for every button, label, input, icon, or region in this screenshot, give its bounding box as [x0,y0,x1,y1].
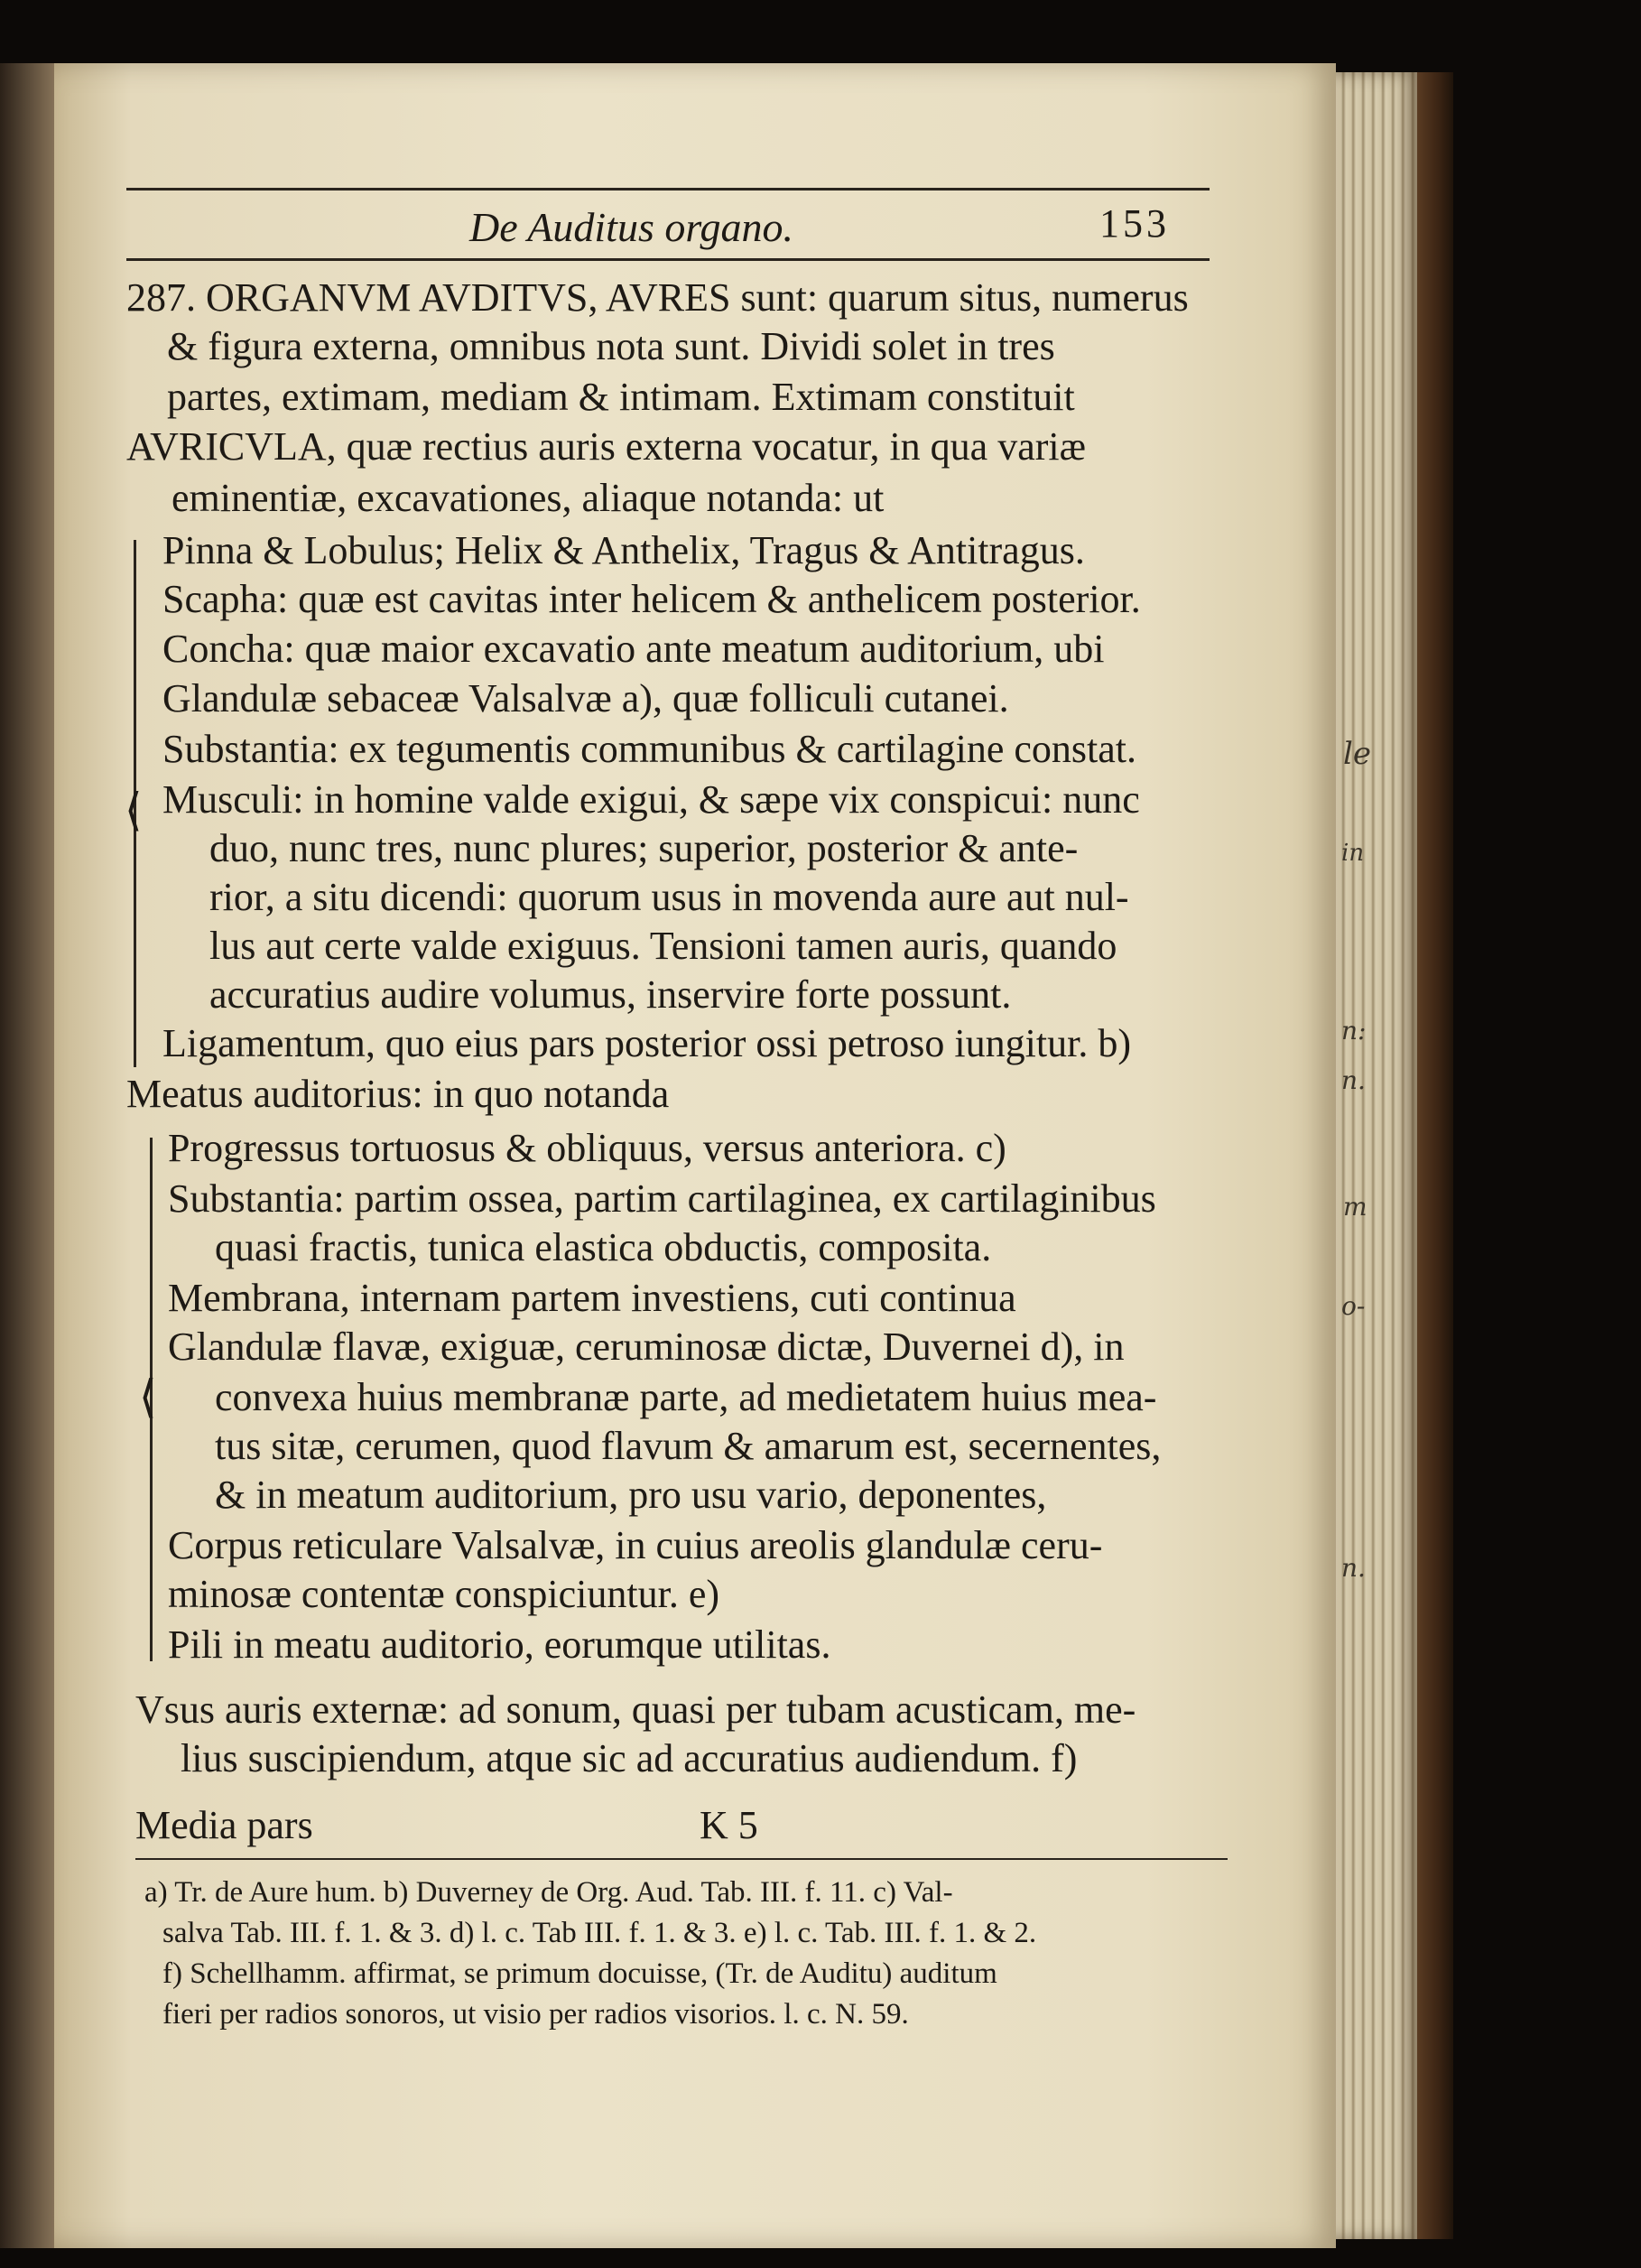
footnote-line: a) Tr. de Aure hum. b) Duverney de Org. Aud. Tab. III. f. 11. c) Val- [144,1876,953,1909]
auricula-item: Glandulæ sebaceæ Valsalvæ a), quæ folliculi cutanei. [162,676,1009,720]
auricula-item: Scapha: quæ est cavitas inter helicem & anthelicem posterior. [162,577,1141,621]
body-line: AVRICVLA, quæ rectius auris externa vocatur, in qua variæ [126,424,1086,469]
footnote-line: salva Tab. III. f. 1. & 3. d) l. c. Tab III. f. 1. & 3. e) l. c. Tab. III. f. 1. & 2. [162,1917,1037,1949]
margin-note: n: [1341,1016,1367,1046]
meatus-item: minosæ contentæ conspiciuntur. e) [168,1572,720,1616]
auricula-item: duo, nunc tres, nunc plures; superior, posterior & ante- [209,826,1079,870]
body-line: & figura externa, omnibus nota sunt. Dividi solet in tres [167,324,1055,368]
auricula-item: rior, a situ dicendi: quorum usus in movenda aure aut nul- [209,875,1129,919]
auricula-item: Concha: quæ maior excavatio ante meatum auditorium, ubi [162,627,1105,671]
page-number: 153 [1099,201,1170,246]
body-line: 287. ORGANVM AVDITVS, AVRES sunt: quarum situs, numerus [126,275,1189,320]
margin-note: n. [1341,1065,1366,1095]
footnote-line: fieri per radios sonoros, ut visio per radios visorios. l. c. N. 59. [162,1998,909,2031]
body-line: eminentiæ, excavationes, aliaque notanda: ut [172,476,885,520]
meatus-item: & in meatum auditorium, pro usu vario, deponentes, [215,1473,1047,1517]
running-header: De Auditus organo. [469,204,794,250]
header-rule-top [126,188,1210,191]
meatus-item: tus sitæ, cerumen, quod flavum & amarum est, secernentes, [215,1424,1162,1468]
brace-meatus-point: ⟨ [139,1371,157,1422]
meatus-item: Membrana, internam partem investiens, cuti continua [168,1276,1016,1320]
margin-note: m [1343,1192,1368,1222]
usus-line: lius suscipiendum, atque sic ad accuratius audiendum. f) [181,1736,1078,1780]
meatus-intro: Meatus auditorius: in quo notanda [126,1072,670,1116]
meatus-item: quasi fractis, tunica elastica obductis, composita. [215,1225,992,1269]
footnote-line: f) Schellhamm. affirmat, se primum docuisse, (Tr. de Auditu) auditum [162,1957,997,1990]
meatus-item: Substantia: partim ossea, partim cartilaginea, ex cartilaginibus [168,1176,1156,1221]
meatus-item: Pili in meatu auditorio, eorumque utilitas. [168,1622,831,1667]
footnote-rule [135,1858,1228,1860]
auricula-item: Musculi: in homine valde exigui, & sæpe vix conspicui: nunc [162,777,1140,822]
auricula-item: Substantia: ex tegumentis communibus & cartilagine constat. [162,727,1137,771]
brace-auricula-point: ⟨ [125,785,143,835]
margin-note: in [1341,840,1365,867]
meatus-item: Corpus reticulare Valsalvæ, in cuius areolis glandulæ ceru- [168,1523,1103,1567]
signature-mark: K 5 [700,1803,758,1847]
margin-note: le [1343,736,1371,772]
meatus-item: Progressus tortuosus & obliquus, versus anteriora. c) [168,1126,1006,1170]
auricula-item: accuratius audire volumus, inservire forte possunt. [209,972,1012,1017]
book-cover-edge [1417,72,1453,2239]
meatus-item: convexa huius membranæ parte, ad medietatem huius mea- [215,1375,1157,1419]
body-line: partes, extimam, mediam & intimam. Extimam constituit [167,375,1075,419]
catchword: Media pars [135,1803,313,1847]
header-rule-bottom [126,258,1210,261]
usus-line: Vsus auris externæ: ad sonum, quasi per tubam acusticam, me- [135,1687,1136,1732]
meatus-item: Glandulæ flavæ, exiguæ, ceruminosæ dictæ, Duvernei d), in [168,1325,1125,1369]
margin-note: o- [1341,1291,1366,1321]
auricula-item: Pinna & Lobulus; Helix & Anthelix, Tragus & Antitragus. [162,528,1085,572]
page-edges [1336,72,1417,2239]
margin-note: n. [1341,1553,1366,1583]
auricula-item: Ligamentum, quo eius pars posterior ossi petroso iungitur. b) [162,1021,1131,1065]
auricula-item: lus aut certe valde exiguus. Tensioni tamen auris, quando [209,924,1117,968]
